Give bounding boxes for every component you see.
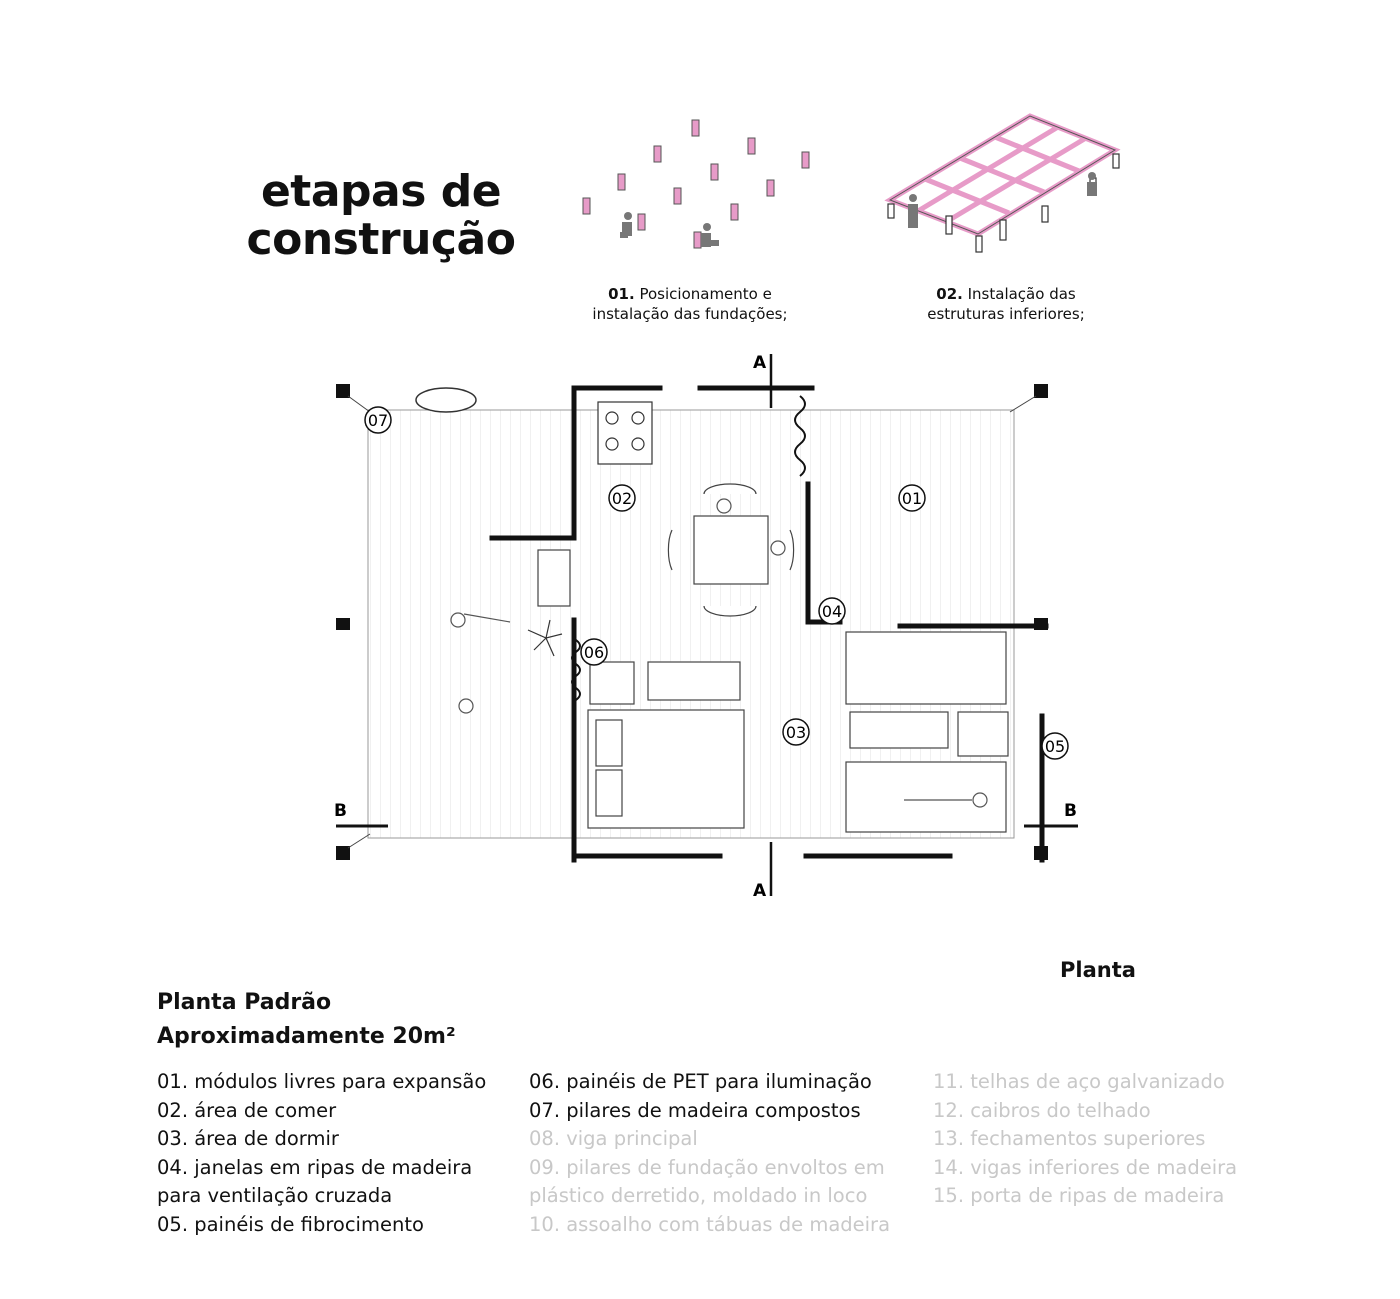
plan-marker-02 xyxy=(609,485,635,511)
legend-item-muted: 09. pilares de fundação envoltos em xyxy=(529,1155,885,1179)
tire-icon xyxy=(416,388,476,412)
plan-marker-03 xyxy=(783,719,809,745)
legend-item-muted: 10. assoalho com tábuas de madeira xyxy=(529,1212,891,1236)
legend-item: 07. pilares de madeira compostos xyxy=(529,1098,861,1122)
stove-icon xyxy=(598,402,652,464)
legend-item: 04. janelas em ripas de madeira xyxy=(157,1155,473,1179)
title-line-2: construção xyxy=(246,214,516,265)
plan-marker-label: 07 xyxy=(367,411,389,430)
plan-marker-04 xyxy=(819,598,845,624)
plan-marker-label: 02 xyxy=(611,489,633,508)
legend-item: 06. painéis de PET para iluminação xyxy=(529,1070,872,1093)
legend-item: 01. módulos livres para expansão xyxy=(157,1070,487,1093)
plan-marker-label: 06 xyxy=(583,643,605,662)
plan-marker-label: 04 xyxy=(821,602,843,621)
legend-item-muted: 13. fechamentos superiores xyxy=(933,1127,1206,1151)
legend-item: para ventilação cruzada xyxy=(157,1184,393,1208)
plan-marker-06 xyxy=(581,639,607,665)
step-2-number: 02. xyxy=(936,285,963,303)
plan-label: Planta xyxy=(1060,958,1136,982)
legend-item: 02. área de comer xyxy=(157,1098,337,1122)
legend-item: 03. área de dormir xyxy=(157,1127,339,1151)
section-b-left: B xyxy=(334,801,347,821)
step-2-text-a: Instalação das xyxy=(967,285,1076,303)
legend-item-muted: 11. telhas de aço galvanizado xyxy=(933,1070,1225,1093)
plan-marker-label: 03 xyxy=(785,723,807,742)
plan-marker-label: 05 xyxy=(1044,737,1066,756)
legend-item-muted: 08. viga principal xyxy=(529,1127,698,1151)
step-2-text-b: estruturas inferiores; xyxy=(927,305,1085,323)
step-1-number: 01. xyxy=(608,285,635,303)
plan-marker-07 xyxy=(365,407,391,433)
standard-plan-line-1: Planta Padrão xyxy=(157,990,332,1015)
standard-plan-line-2: Aproximadamente 20m² xyxy=(157,1024,456,1049)
legend-item-muted: 12. caibros do telhado xyxy=(933,1098,1151,1122)
plan-marker-label: 01 xyxy=(901,489,923,508)
section-b-right: B xyxy=(1064,801,1077,821)
step-1-text-b: instalação das fundações; xyxy=(592,305,788,323)
plan-marker-01 xyxy=(899,485,925,511)
step-1-text-a: Posicionamento e xyxy=(639,285,772,303)
title-line-1: etapas de xyxy=(260,166,502,217)
legend-column-1 xyxy=(157,1068,517,1240)
legend-item-muted: plástico derretido, moldado in loco xyxy=(529,1184,868,1208)
standard-plan-title xyxy=(157,986,456,1054)
section-a-top: A xyxy=(753,353,767,373)
plan-marker-05 xyxy=(1042,733,1068,759)
legend-item: 05. painéis de fibrocimento xyxy=(157,1212,424,1236)
section-a-bottom: A xyxy=(753,881,767,901)
legend-column-3 xyxy=(933,1068,1293,1211)
legend-item-muted: 15. porta de ripas de madeira xyxy=(933,1184,1225,1208)
legend-item-muted: 14. vigas inferiores de madeira xyxy=(933,1155,1238,1179)
legend-column-2 xyxy=(529,1068,929,1240)
